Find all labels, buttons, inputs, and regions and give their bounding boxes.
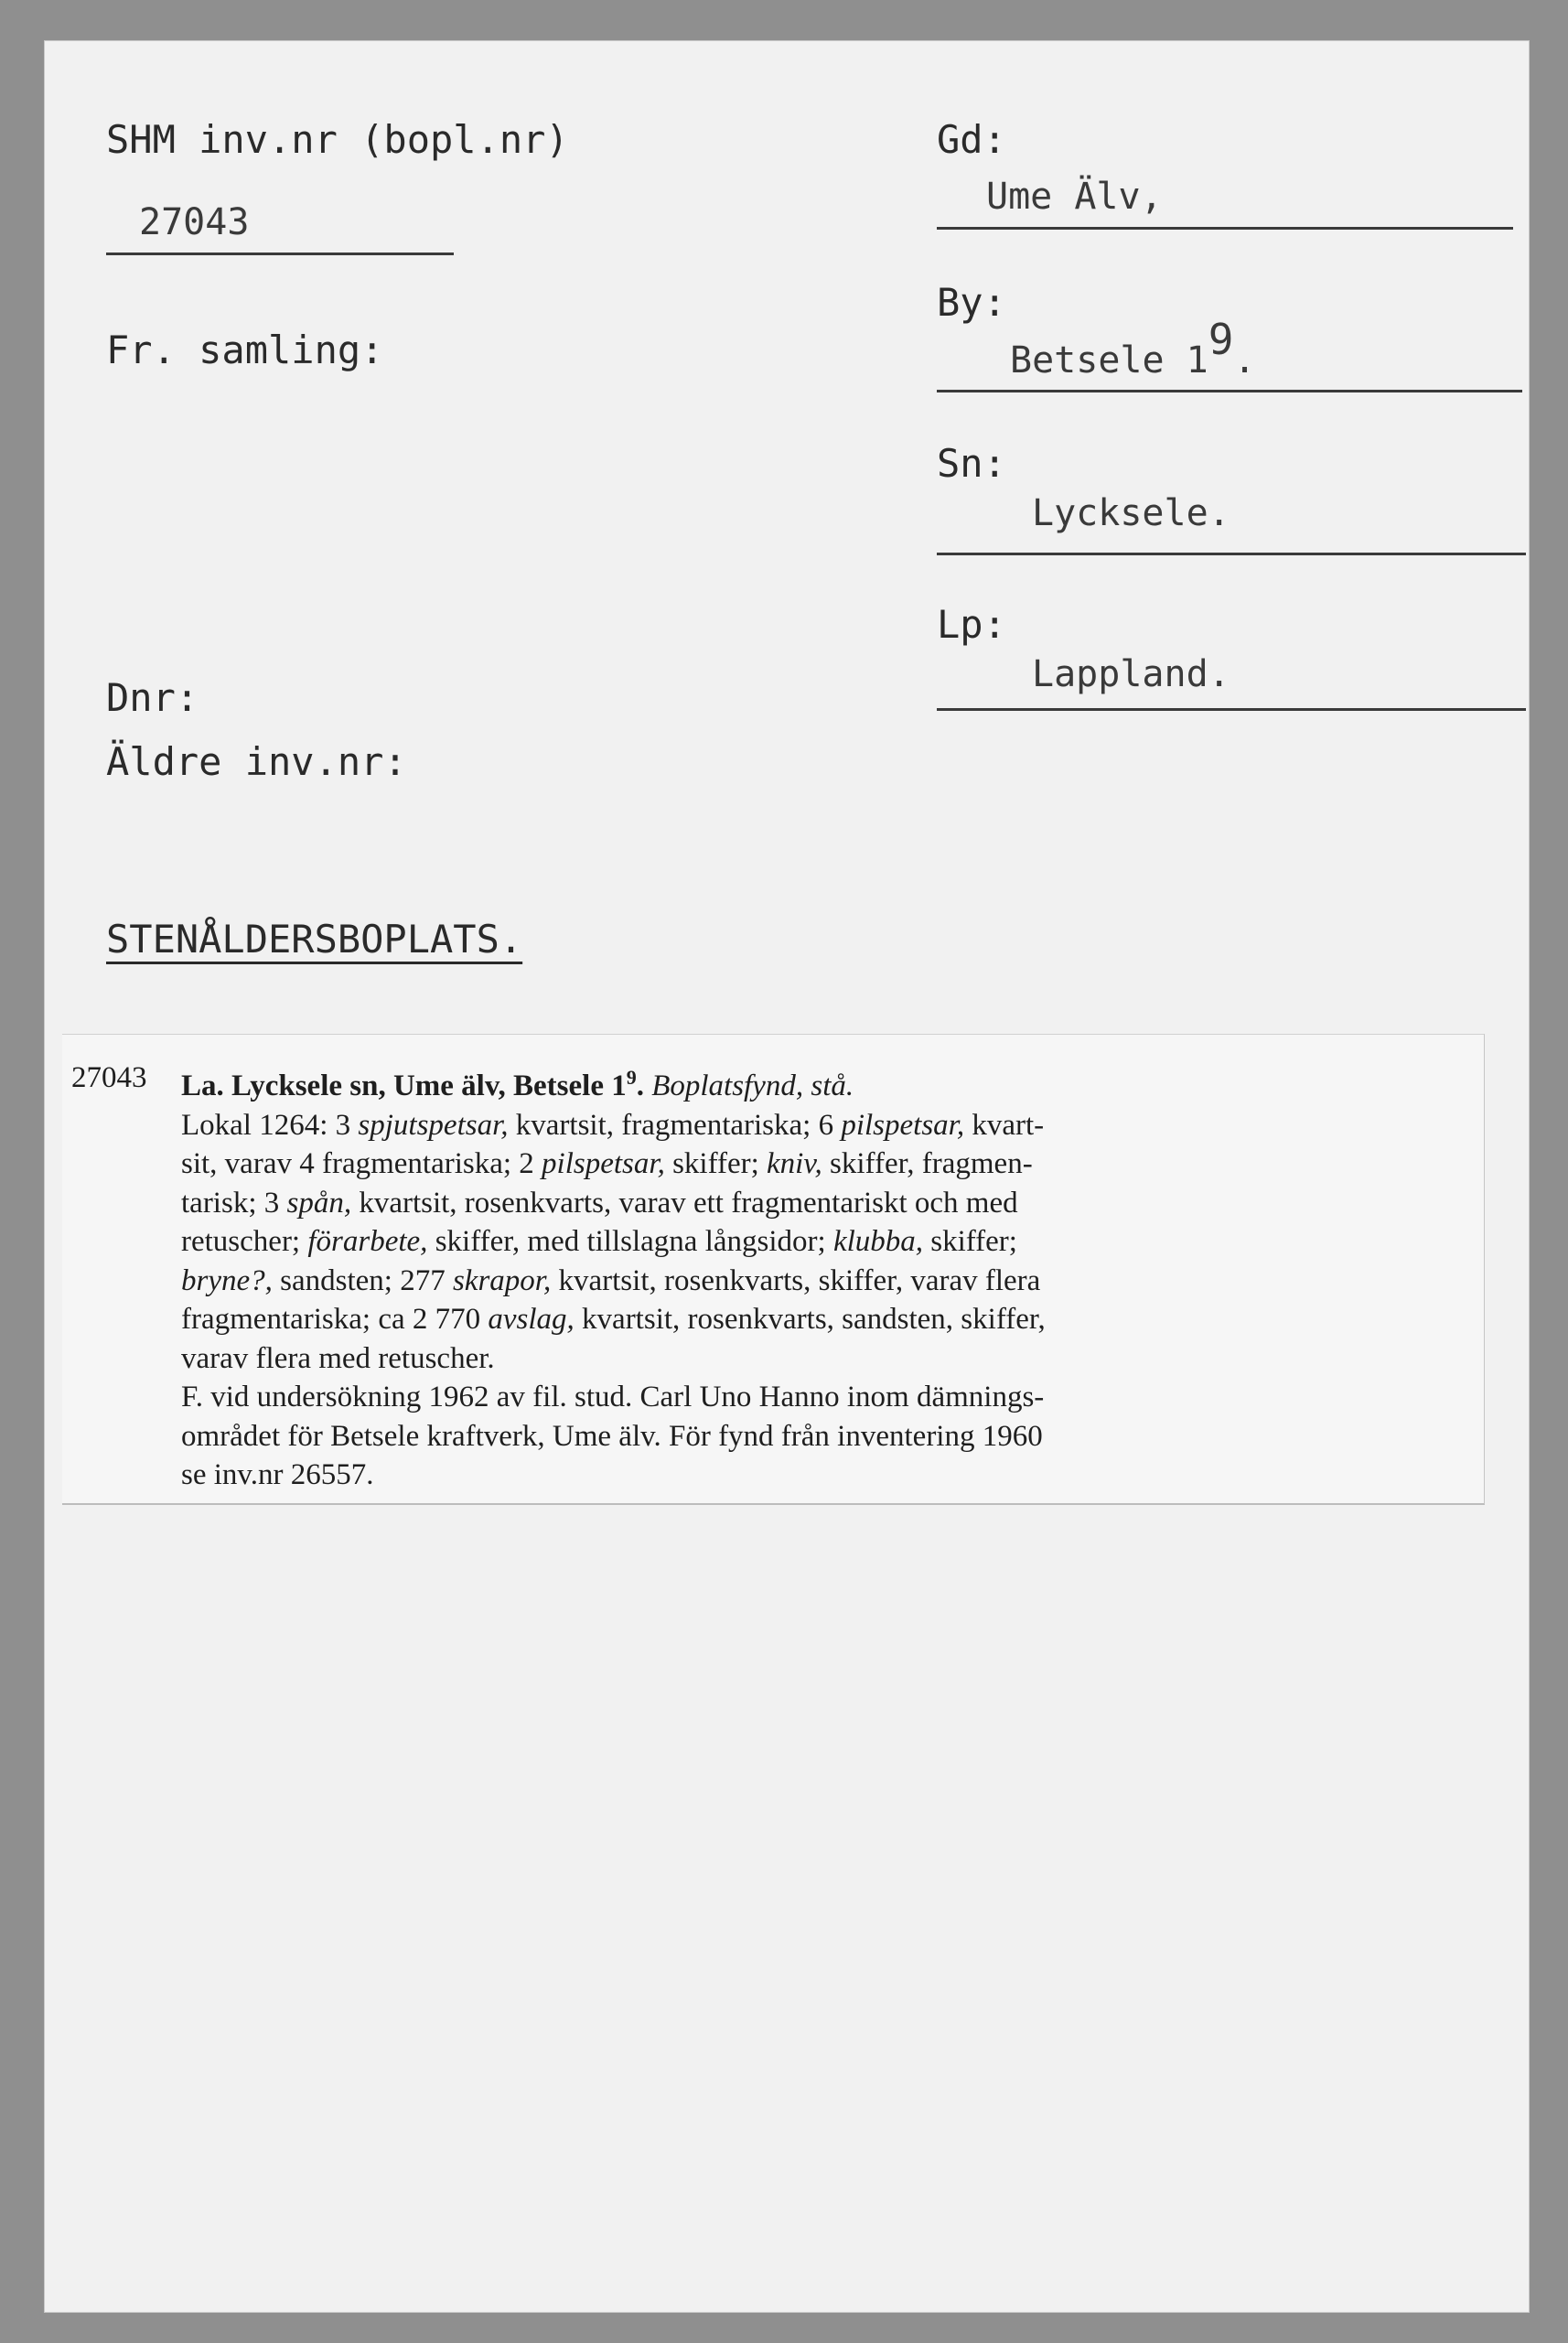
clipping-text-run: området för Betsele kraftverk, Ume älv. För fynd från inventering 1960 [181, 1419, 1043, 1453]
clipping-line [181, 1262, 1370, 1301]
clipping-line [181, 1456, 1370, 1495]
clipping-italic-term: pilspetsar, [542, 1147, 665, 1180]
clipping-text-run: Lokal 1264: 3 [181, 1108, 359, 1142]
clipping-line [181, 1300, 1370, 1339]
by-underline [937, 390, 1522, 392]
gd-underline [937, 227, 1513, 230]
clipping-italic-term: bryne?, [181, 1263, 273, 1297]
catalog-card [44, 40, 1530, 2313]
clipping-text-run: skiffer, med tillslagna långsidor; [427, 1225, 833, 1258]
clipping-line [181, 1339, 1370, 1379]
clipping-italic-term: spjutspetsar, [358, 1108, 509, 1142]
clipping-title-period: . [636, 1069, 644, 1102]
inv-nr-underline [106, 253, 454, 255]
gd-label: Gd: [937, 117, 1006, 162]
clipping-line [181, 1378, 1370, 1417]
clipping-line [181, 1222, 1370, 1262]
clipping-line [181, 1145, 1370, 1184]
dnr-label: Dnr: [106, 675, 199, 720]
clipping-text-run: fragmentariska; ca 2 770 [181, 1303, 489, 1336]
clipping-text-run: skiffer; [664, 1147, 768, 1180]
site-type-heading: STENÅLDERSBOPLATS. [106, 917, 523, 962]
clipping-italic-term: spån, [286, 1186, 352, 1220]
lp-label: Lp: [937, 602, 1006, 647]
by-period: . [1233, 339, 1256, 382]
clipping-text-run: se inv.nr 26557. [181, 1458, 374, 1491]
clipping-inv-number: 27043 [71, 1061, 147, 1094]
clipping-title-italic: Boplatsfynd, stå. [651, 1069, 854, 1102]
clipping-text-run: kvart- [964, 1108, 1045, 1142]
fr-samling-label: Fr. samling: [106, 328, 384, 372]
clipping-text-run: varav flera med retuscher. [181, 1341, 495, 1375]
sn-label: Sn: [937, 441, 1006, 486]
by-superscript: 9 [1208, 315, 1234, 364]
printed-clipping [62, 1034, 1485, 1505]
clipping-text-run: kvartsit, rosenkvarts, sandsten, skiffer, [574, 1303, 1046, 1336]
clipping-text-run: skiffer; [923, 1225, 1017, 1258]
clipping-text-run: tarisk; 3 [181, 1186, 287, 1220]
clipping-title-line [181, 1059, 1370, 1106]
by-label: By: [937, 280, 1006, 325]
clipping-line [181, 1106, 1370, 1145]
sn-value: Lycksele. [1032, 492, 1230, 534]
clipping-italic-term: avslag, [488, 1303, 575, 1336]
clipping-italic-term: kniv, [767, 1147, 822, 1180]
clipping-italic-term: klubba, [832, 1225, 924, 1258]
clipping-text [71, 1059, 1370, 1495]
by-value-group [1010, 315, 1256, 382]
clipping-text-run: kvartsit, rosenkvarts, varav ett fragmentariskt och med [351, 1186, 1018, 1220]
clipping-text-run: skiffer, fragmen- [822, 1147, 1033, 1180]
aldre-inv-nr-label: Äldre inv.nr: [106, 739, 407, 784]
clipping-italic-term: pilspetsar, [841, 1108, 965, 1142]
gd-value: Ume Älv, [986, 176, 1163, 218]
clipping-title: La. Lycksele sn, Ume älv, Betsele 1 [181, 1069, 627, 1102]
lp-value: Lappland. [1032, 653, 1230, 695]
clipping-line [181, 1184, 1370, 1223]
clipping-body [181, 1106, 1370, 1495]
clipping-text-run: retuscher; [181, 1225, 308, 1258]
clipping-text-run: F. vid undersökning 1962 av fil. stud. Carl Uno Hanno inom dämnings- [181, 1381, 1045, 1413]
lp-underline [937, 708, 1526, 711]
clipping-title-superscript: 9 [626, 1066, 637, 1089]
clipping-italic-term: skrapor, [452, 1263, 552, 1297]
inv-nr-value: 27043 [139, 201, 250, 243]
clipping-line [181, 1417, 1370, 1456]
clipping-text-run: kvartsit, rosenkvarts, skiffer, varav flera [551, 1263, 1041, 1297]
by-value: Betsele 1 [1010, 339, 1208, 382]
clipping-text-run: sandsten; 277 [272, 1263, 453, 1297]
clipping-italic-term: förarbete, [307, 1225, 428, 1258]
inv-nr-label: SHM inv.nr (bopl.nr) [106, 117, 569, 162]
clipping-text-run: sit, varav 4 fragmentariska; 2 [181, 1147, 542, 1180]
clipping-text-run: kvartsit, fragmentariska; 6 [508, 1108, 842, 1142]
sn-underline [937, 553, 1526, 555]
